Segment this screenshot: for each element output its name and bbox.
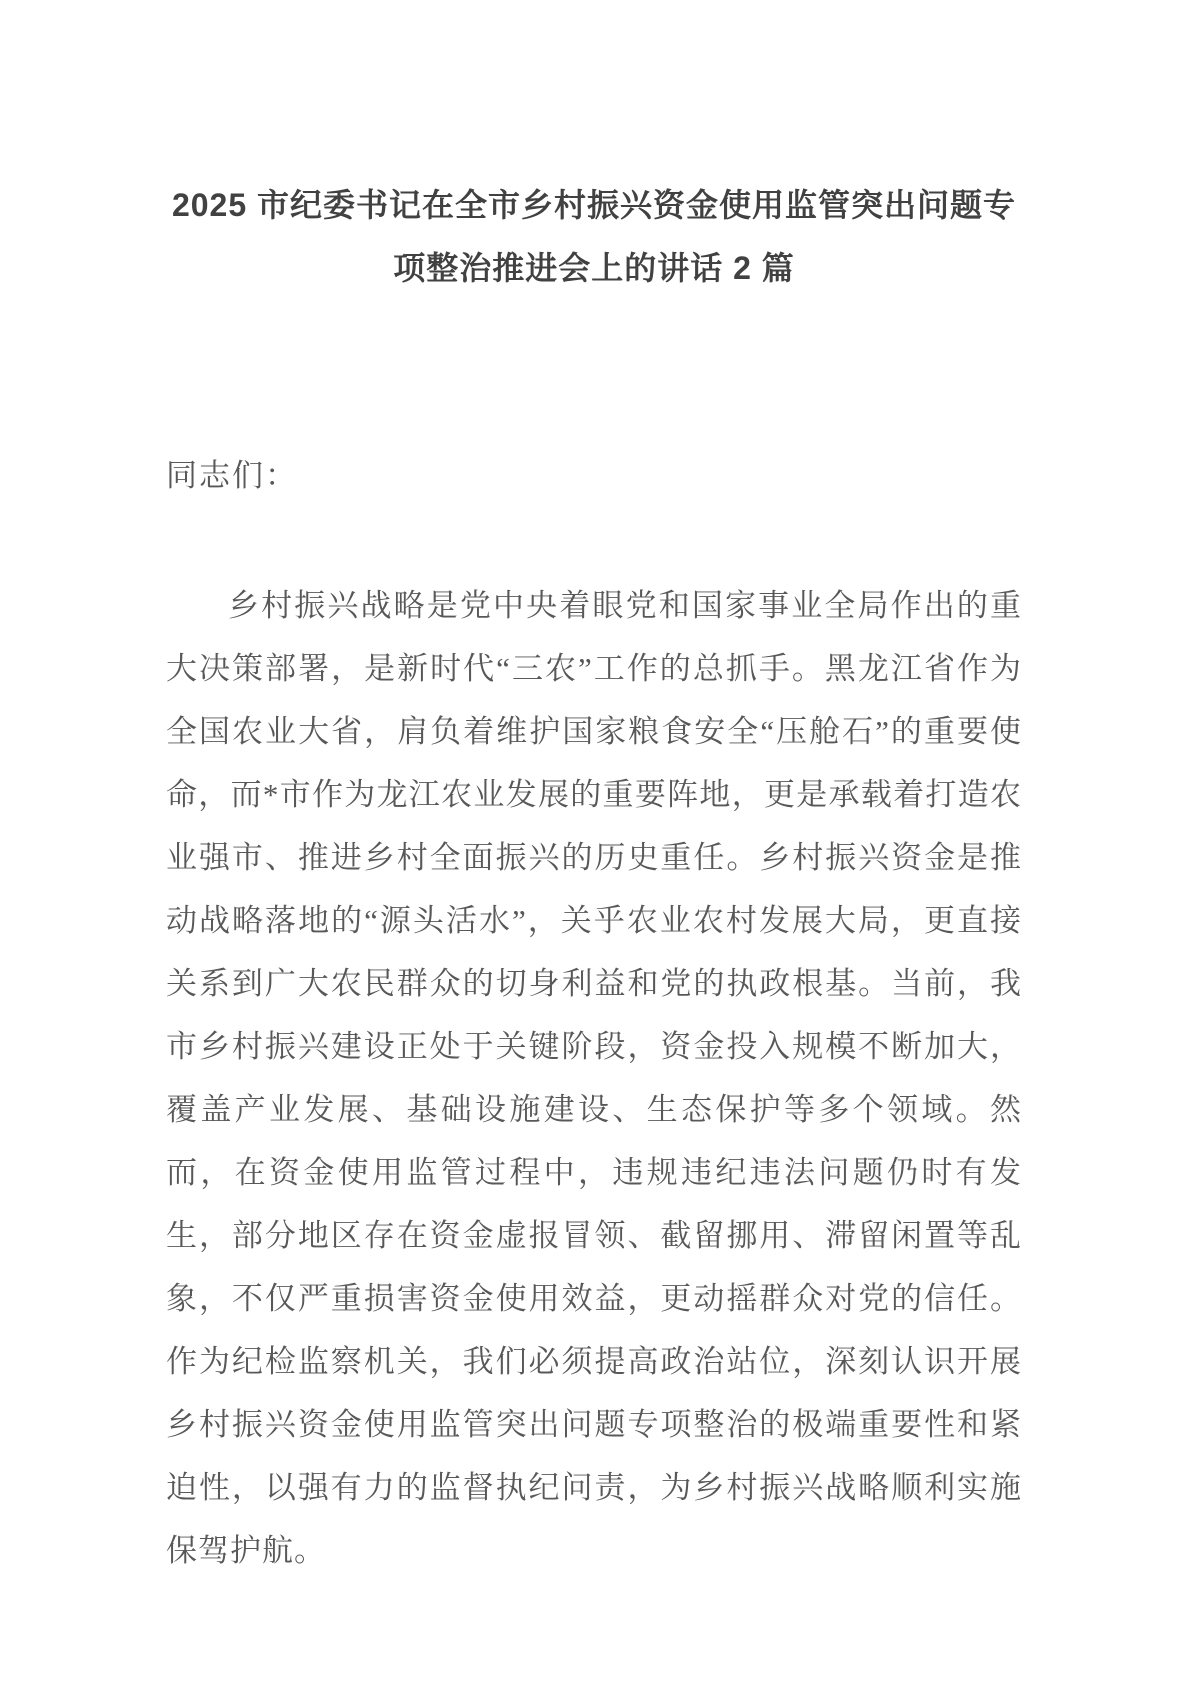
document-title-line-1: 2025 市纪委书记在全市乡村振兴资金使用监管突出问题专 [171,187,1017,223]
document-title [166,174,1022,300]
document-content [0,174,1190,1582]
body-paragraph: 乡村振兴战略是党中央着眼党和国家事业全局作出的重大决策部署，是新时代“三农”工作的总抓手。黑龙江省作为全国农业大省，肩负着维护国家粮食安全“压舱石”的重要使命，而*市作为龙江农业发展的重要阵地，更是承载着打造农业强市、推进乡村全面振兴的历史重任。乡村振兴资金是推动战略落地的“源头活水”，关乎农业农村发展大局，更直接关系到广大农民群众的切身利益和党的执政根基。当前，我市乡村振兴建设正处于关键阶段，资金投入规模不断加大，覆盖产业发展、基础设施建设、生态保护等多个领域。然而，在资金使用监管过程中，违规违纪违法问题仍时有发生，部分地区存在资金虚报冒领、截留挪用、滞留闲置等乱象，不仅严重损害资金使用效益，更动摇群众对党的信任。作为纪检监察机关，我们必须提高政治站位，深刻认识开展乡村振兴资金使用监管突出问题专项整治的极端重要性和紧迫性，以强有力的监督执纪问责，为乡村振兴战略顺利实施保驾护航。 [166,588,1022,1568]
document-title-line-2: 项整治推进会上的讲话 2 篇 [393,250,795,286]
salutation: 同志们： [166,458,298,493]
